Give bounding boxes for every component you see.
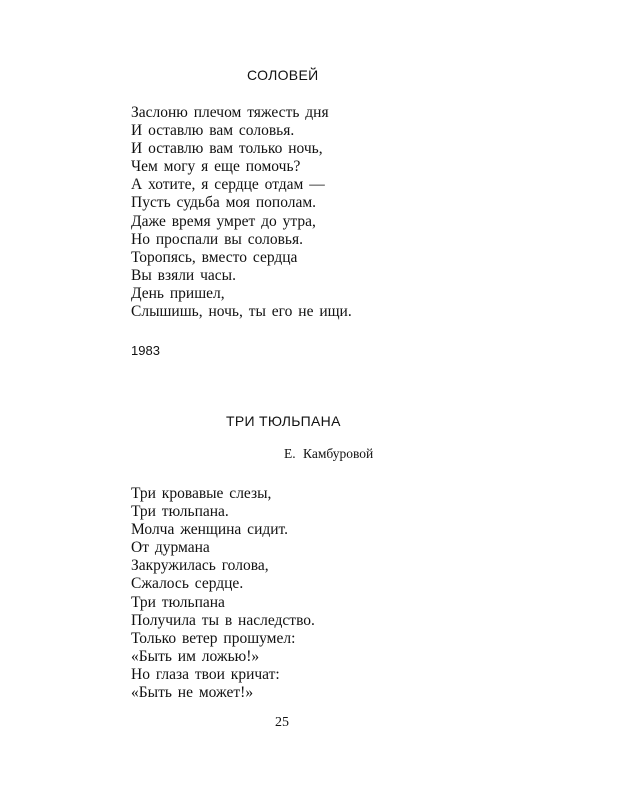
verse-line: А хотите, я сердце отдам — bbox=[131, 176, 325, 194]
page-number: 25 bbox=[275, 715, 289, 730]
verse-line: Только ветер прошумел: bbox=[131, 629, 296, 647]
verse-line: «Быть им ложью!» bbox=[131, 647, 260, 665]
verse-line: «Быть не может!» bbox=[131, 684, 254, 702]
verse-line: И оставлю вам соловья. bbox=[131, 122, 295, 140]
verse-line: И оставлю вам только ночь, bbox=[131, 140, 323, 158]
verse-line: Пусть судьба моя пополам. bbox=[131, 194, 317, 212]
verse-line: Закружилась голова, bbox=[131, 557, 269, 575]
verse-line: Три тюльпана bbox=[131, 593, 225, 611]
poem-tri-tyulpana-verse bbox=[131, 485, 315, 702]
poem-date: 1983 bbox=[131, 343, 160, 358]
verse-line: День пришел, bbox=[131, 284, 225, 302]
verse-line: Молча женщина сидит. bbox=[131, 521, 289, 539]
poem-title-tri-tyulpana: ТРИ ТЮЛЬПАНА bbox=[226, 413, 341, 429]
poem-solovey-verse bbox=[131, 104, 352, 321]
verse-line: Слышишь, ночь, ты его не ищи. bbox=[131, 303, 352, 321]
verse-line: Вы взяли часы. bbox=[131, 266, 236, 284]
verse-line: Даже время умрет до утра, bbox=[131, 212, 316, 230]
verse-line: Заслоню плечом тяжесть дня bbox=[131, 104, 329, 121]
verse-line: Торопясь, вместо сердца bbox=[131, 248, 298, 266]
verse-line: Три кровавые слезы, bbox=[131, 485, 272, 502]
poem-dedication: Е. Камбуровой bbox=[284, 446, 374, 461]
verse-line: Чем могу я еще помочь? bbox=[131, 158, 301, 176]
verse-line: Но проспали вы соловья. bbox=[131, 230, 304, 248]
verse-line: Сжалось сердце. bbox=[131, 575, 244, 593]
poem-title-solovey: СОЛОВЕЙ bbox=[247, 67, 319, 83]
verse-line: Три тюльпана. bbox=[131, 503, 229, 521]
verse-line: Получила ты в наследство. bbox=[131, 611, 315, 629]
verse-line: От дурмана bbox=[131, 539, 210, 557]
verse-line: Но глаза твои кричат: bbox=[131, 665, 280, 683]
